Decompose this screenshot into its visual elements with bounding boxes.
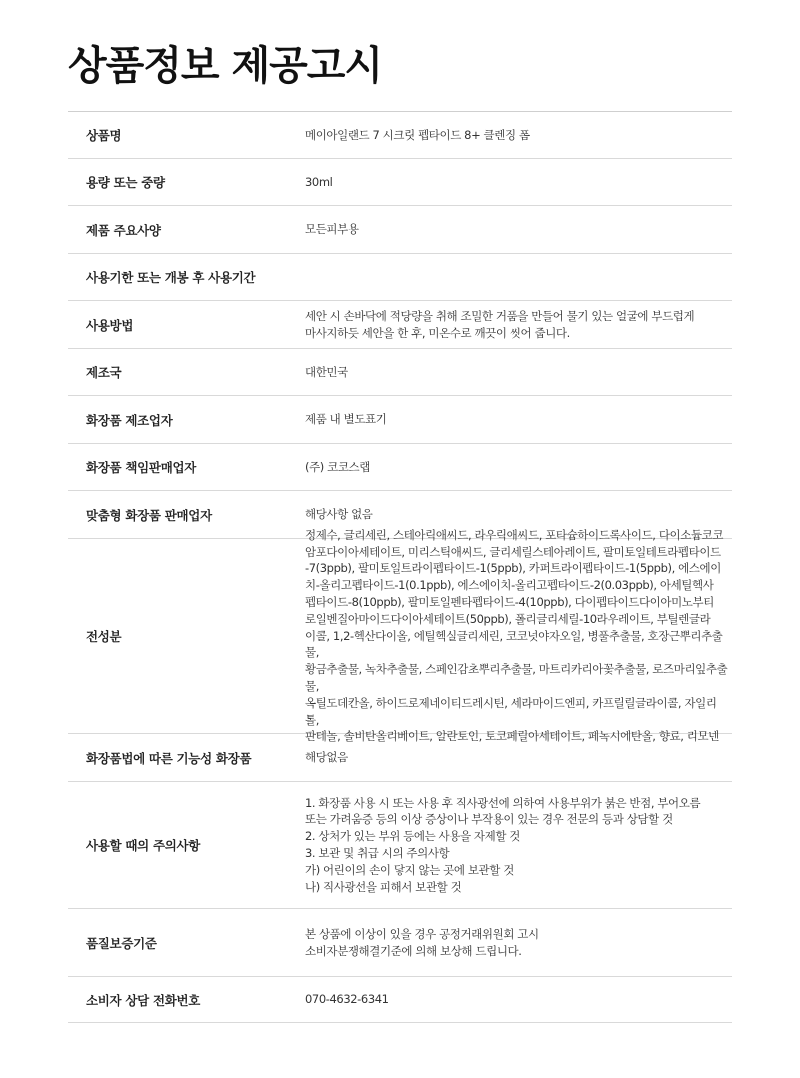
row-value: (주) 코코스랩 — [305, 459, 370, 474]
row-label: 상품명 — [86, 128, 122, 143]
table-row-usage — [68, 301, 732, 349]
row-label: 화장품법에 따른 기능성 화장품 — [86, 750, 252, 766]
row-label: 사용방법 — [86, 317, 134, 333]
row-value: 대한민국 — [305, 364, 348, 379]
table-row-ingredients — [68, 527, 732, 744]
table-row-seller — [68, 444, 732, 491]
table-row-expiry — [68, 254, 732, 301]
row-value: 30ml — [305, 174, 333, 189]
row-label: 소비자 상담 전화번호 — [86, 992, 201, 1008]
row-label: 전성분 — [86, 629, 122, 644]
row-label: 제조국 — [86, 365, 122, 380]
table-row-volume — [68, 159, 732, 206]
row-value: 세안 시 손바닥에 적당량을 취해 조밀한 거품을 만들어 물기 있는 얼굴에 부드럽게 마사지하듯 세안을 한 후, 미온수로 깨끗이 씻어 줍니다. — [305, 308, 695, 340]
row-value: 제품 내 별도표기 — [305, 412, 387, 427]
row-label: 화장품 제조업자 — [86, 412, 173, 428]
table-row-manufacturer — [68, 396, 732, 444]
row-value: 070-4632-6341 — [305, 992, 389, 1007]
page-title: 상품정보 제공고시 — [68, 43, 383, 89]
row-value: 정제수, 글리세린, 스테아릭애씨드, 라우릭애씨드, 포타슘하이드록사이드, 다이소듐코코 암포다이아세테이트, 미리스틱애씨드, 글리세릴스테아레이트, 팔미토일테트라펩타이드 -7(3ppb), 팔미토일트라이펩타이드-1(5ppb), 카퍼트라이펩타이드-1(5ppb), 에스에이 치-올리고펩타이드-1(0.1ppb), 에스에이치-올리고펩타이드-2(0.03ppb), 아세틸헥사 펩타이드-8(10ppb), 팔미토일펜타펩타이드-4(10ppb), 다이펩타이드다이아미노부티 로일벤질아마이드다이아세테이트(50ppb), 폴리글리세릴-10라우레이트, 부틸렌글라 이콜, 1,2-헥산다이올, 에틸헥실글리세린, 코코넛야자오일, 병풀추출물, 호장근뿌리추출물, 황금추출물, 녹차추출물, 스페인감초뿌리추출물, 마트리카리아꽃추출물, 로즈마리잎추출물, 옥틸도데칸올, 하이드로제네이티드레시틴, 세라마이드엔피, 카프릴릴글라이콜, 자일리톨, 판테놀, 솔비탄올리베이트, 알란토인, 토코페릴아세테이트, 페녹시에탄올, 향료, 리모넨 — [305, 527, 728, 744]
product-info-table — [68, 111, 732, 1023]
table-row-precautions — [68, 782, 732, 909]
row-label: 제품 주요사양 — [86, 222, 161, 238]
row-label: 사용기한 또는 개봉 후 사용기간 — [86, 270, 256, 285]
row-value: 본 상품에 이상이 있을 경우 공정거래위원회 고시 소비자분쟁해결기준에 의해 보상해 드립니다. — [305, 926, 539, 958]
row-label: 사용할 때의 주의사항 — [86, 838, 201, 853]
row-value: 해당사항 없음 — [305, 507, 373, 522]
table-row-main-spec — [68, 206, 732, 254]
table-row-country — [68, 349, 732, 396]
row-label: 용량 또는 중량 — [86, 175, 165, 190]
table-row-product-name — [68, 112, 732, 159]
row-value: 모든피부용 — [305, 222, 359, 237]
row-value: 1. 화장품 사용 시 또는 사용 후 직사광선에 의하여 사용부위가 붉은 반점, 부어오름 또는 가려움증 등의 이상 증상이나 부작용이 있는 경우 전문의 등과 상담할 것 2. 상처가 있는 부위 등에는 사용을 자제할 것 3. 보관 및 취급 시의 주의사항 가) 어린이의 손이 닿지 않는 곳에 보관할 것 나) 직사광선을 피해서 보관할 것 — [305, 795, 701, 894]
table-row-phone — [68, 977, 732, 1023]
row-value: 메이아일랜드 7 시크릿 펩타이드 8+ 클렌징 폼 — [305, 127, 530, 142]
table-row-quality — [68, 909, 732, 977]
row-label: 맞춤형 화장품 판매업자 — [86, 507, 212, 523]
row-label: 품질보증기준 — [86, 935, 157, 951]
row-label: 화장품 책임판매업자 — [86, 460, 197, 475]
row-value: 해당없음 — [305, 750, 348, 765]
